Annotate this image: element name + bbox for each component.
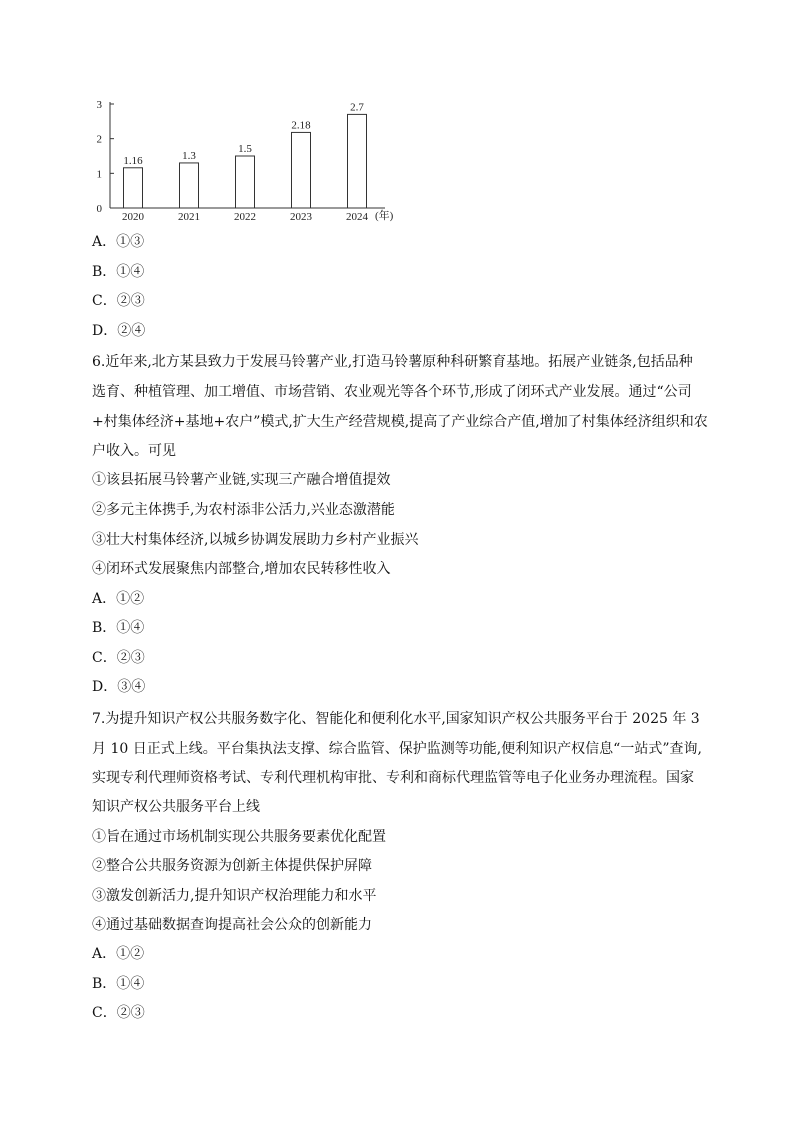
q5-option-d[interactable]: D．②④	[92, 323, 146, 339]
q6-stem-line: 户收入。可见	[92, 443, 176, 459]
x-tick-label: 2022	[234, 211, 256, 223]
q5-option-a[interactable]: A．①③	[92, 234, 145, 250]
q7-statement-1: ①旨在通过市场机制实现公共服务要素优化配置	[92, 829, 386, 845]
q7-stem-line: 实现专利代理师资格考试、专利代理机构审批、专利和商标代理监管等电子化业务办理流程。国家	[92, 770, 694, 786]
bar-value-label: 2.7	[350, 101, 364, 114]
q7-option-c[interactable]: C．②③	[92, 1005, 145, 1021]
y-tick-label: 1	[96, 168, 102, 181]
q5-option-b[interactable]: B．①④	[92, 264, 145, 280]
bar-value-label: 1.3	[182, 149, 196, 162]
bar-value-label: 2.18	[291, 119, 311, 132]
q6-statement-4: ④闭环式发展聚焦内部整合,增加农民转移性收入	[92, 561, 391, 577]
y-tick-label: 2	[96, 133, 102, 146]
y-tick-label: 0	[96, 203, 102, 215]
q7-stem-line: 知识产权公共服务平台上线	[92, 799, 260, 815]
bar-2024	[348, 114, 367, 208]
q6-option-c[interactable]: C．②③	[92, 650, 145, 666]
x-unit-label: (年)	[375, 210, 394, 222]
q7-statement-2: ②整合公共服务资源为创新主体提供保护屏障	[92, 858, 372, 874]
q6-stem-line: 选育、种植管理、加工增值、市场营销、农业观光等各个环节,形成了闭环式产业发展。通过“公司	[92, 384, 692, 400]
bar-value-label: 1.16	[123, 154, 143, 167]
q6-option-d[interactable]: D．③④	[92, 679, 146, 695]
q6-option-b[interactable]: B．①④	[92, 620, 145, 636]
x-tick-label: 2023	[290, 211, 312, 223]
q7-statement-4: ④通过基础数据查询提高社会公众的创新能力	[92, 917, 372, 933]
q6-statement-1: ①该县拓展马铃薯产业链,实现三产融合增值提效	[92, 472, 391, 488]
q6-stem-line: 6.近年来,北方某县致力于发展马铃薯产业,打造马铃薯原种科研繁育基地。拓展产业链条,包括品种	[92, 354, 693, 370]
bar-chart	[85, 90, 405, 225]
q7-statement-3: ③激发创新活力,提升知识产权治理能力和水平	[92, 888, 377, 904]
bar-2023	[292, 132, 311, 208]
bar-2022	[236, 156, 255, 208]
x-tick-label: 2020	[122, 211, 144, 223]
q6-option-a[interactable]: A．①②	[92, 591, 145, 607]
q6-stem-line: +村集体经济+基地+农户”模式,扩大生产经营规模,提高了产业综合产值,增加了村集体经济组织和农	[92, 414, 708, 430]
x-tick-label: 2024	[346, 211, 368, 223]
q7-option-a[interactable]: A．①②	[92, 946, 145, 962]
y-tick-label: 3	[96, 99, 102, 111]
q7-stem-line: 月 10 日正式上线。平台集执法支撑、综合监管、保护监测等功能,便利知识产权信息“一站式”查询,	[92, 741, 702, 757]
bar-2021	[180, 163, 199, 208]
q7-stem-line: 7.为提升知识产权公共服务数字化、智能化和便利化水平,国家知识产权公共服务平台于 2025 年 3	[92, 711, 700, 727]
q6-statement-2: ②多元主体携手,为农村添非公活力,兴业态激潜能	[92, 502, 395, 518]
bar-value-label: 1.5	[238, 143, 252, 155]
q7-option-b[interactable]: B．①④	[92, 976, 145, 992]
x-tick-label: 2021	[178, 211, 200, 223]
q6-statement-3: ③壮大村集体经济,以城乡协调发展助力乡村产业振兴	[92, 532, 419, 548]
q5-option-c[interactable]: C．②③	[92, 293, 145, 309]
bar-2020	[124, 168, 143, 208]
